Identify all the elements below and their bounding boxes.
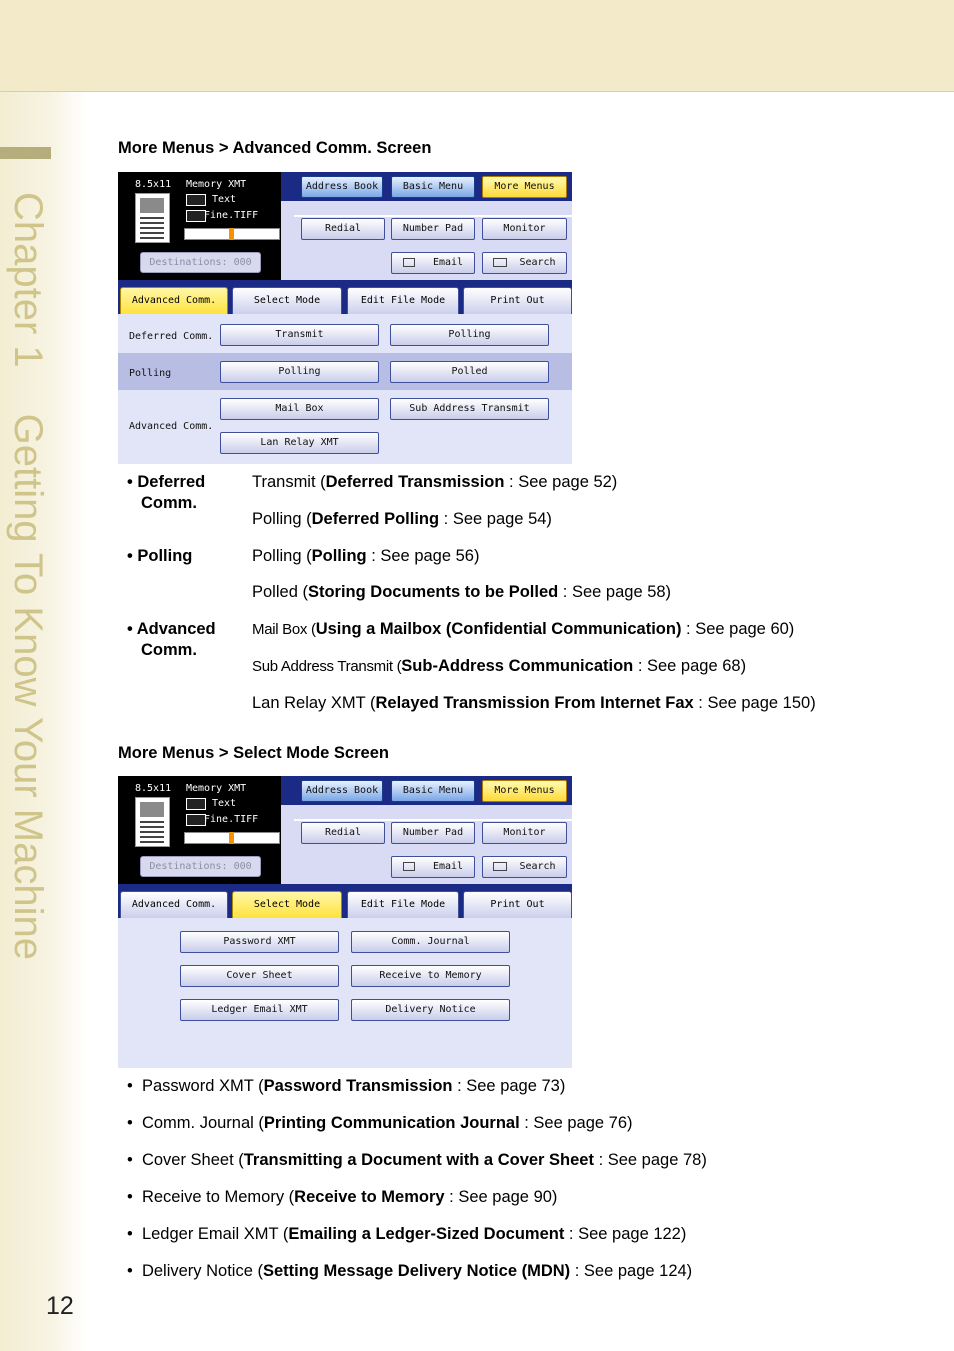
bullet-advanced-comm-line2: Comm. [141,641,197,659]
more-menus-button[interactable]: More Menus [482,176,567,198]
receive-to-memory-button[interactable]: Receive to Memory [351,965,510,987]
chapter-tab-marker [0,147,51,159]
address-card-icon [493,258,507,267]
desc-comm-journal: • Comm. Journal (Printing Communication Journal : See page 76) [127,1114,633,1132]
desc-polling: Polling (Polling : See page 56) [252,547,480,565]
email-button[interactable]: Email [391,252,475,274]
envelope-icon [403,862,415,871]
tab-select-mode[interactable]: Select Mode [232,891,342,918]
resolution-text: Fine.TIFF [204,210,259,221]
text-mode-icon [186,194,206,206]
select-mode-content [118,918,572,1068]
tab-edit-file-mode[interactable]: Edit File Mode [347,891,459,918]
contrast-slider[interactable] [184,228,280,240]
comm-journal-button[interactable]: Comm. Journal [351,931,510,953]
tab-select-mode[interactable]: Select Mode [232,287,342,314]
paper-size-text: 8.5x11 [135,179,172,190]
bullet-deferred-comm-line2: Comm. [141,494,197,512]
password-xmt-button[interactable]: Password XMT [180,931,339,953]
polling-button[interactable]: Polling [220,361,379,383]
address-card-icon [493,862,507,871]
more-menus-button[interactable]: More Menus [482,780,567,802]
desc-receive-to-memory: • Receive to Memory (Receive to Memory : See page 90) [127,1188,558,1206]
advanced-comm-content [118,314,572,464]
envelope-icon [403,258,415,267]
redial-button[interactable]: Redial [301,822,385,844]
basic-menu-button[interactable]: Basic Menu [391,176,475,198]
bullet-deferred-comm: • Deferred [127,473,206,491]
status-panel [118,172,281,280]
chapter-title: Chapter 1Getting To Know Your Machine [6,192,50,960]
advanced-comm-row-label: Advanced Comm. [129,421,214,432]
contrast-slider[interactable] [184,832,280,844]
polling-row-label: Polling [129,368,172,379]
sub-address-transmit-button[interactable]: Sub Address Transmit [390,398,549,420]
memory-xmt-text: Memory XMT [186,179,247,190]
search-button[interactable]: Search [482,856,567,878]
desc-cover-sheet: • Cover Sheet (Transmitting a Document with a Cover Sheet : See page 78) [127,1151,707,1169]
tab-edit-file-mode[interactable]: Edit File Mode [347,287,459,314]
paper-size-text: 8.5x11 [135,783,172,794]
original-type-text: Text [212,194,237,205]
address-book-button[interactable]: Address Book [301,176,383,198]
tab-print-out[interactable]: Print Out [463,287,572,314]
resolution-grid-icon [186,210,206,222]
section-heading-advanced-comm: More Menus > Advanced Comm. Screen [118,139,432,157]
page-number: 12 [46,1292,74,1320]
bullet-polling: • Polling [127,547,193,565]
tab-advanced-comm[interactable]: Advanced Comm. [120,287,228,314]
desc-mail-box: Mail Box (Using a Mailbox (Confidential Communication) : See page 60) [252,620,795,638]
monitor-button[interactable]: Monitor [482,218,567,240]
document-preview-icon [135,193,170,243]
original-type-text: Text [212,798,237,809]
tab-print-out[interactable]: Print Out [463,891,572,918]
advanced-comm-screen [118,172,572,464]
memory-xmt-text: Memory XMT [186,783,247,794]
document-preview-icon [135,797,170,847]
text-mode-icon [186,798,206,810]
polled-button[interactable]: Polled [390,361,549,383]
select-mode-screen [118,776,572,1068]
delivery-notice-button[interactable]: Delivery Notice [351,999,510,1021]
desc-transmit: Transmit (Deferred Transmission : See page 52) [252,473,618,491]
monitor-button[interactable]: Monitor [482,822,567,844]
number-pad-button[interactable]: Number Pad [391,822,475,844]
status-panel [118,776,281,884]
ledger-email-xmt-button[interactable]: Ledger Email XMT [180,999,339,1021]
section-heading-select-mode: More Menus > Select Mode Screen [118,744,389,762]
redial-button[interactable]: Redial [301,218,385,240]
bullet-advanced-comm: • Advanced [127,620,216,638]
search-button[interactable]: Search [482,252,567,274]
mail-box-button[interactable]: Mail Box [220,398,379,420]
deferred-polling-button[interactable]: Polling [390,324,549,346]
desc-sub-address: Sub Address Transmit (Sub-Address Communication : See page 68) [252,657,747,675]
desc-ledger-email: • Ledger Email XMT (Emailing a Ledger-Sized Document : See page 122) [127,1225,687,1243]
desc-polled: Polled (Storing Documents to be Polled : See page 58) [252,583,672,601]
tab-bar [118,280,572,314]
desc-deferred-polling: Polling (Deferred Polling : See page 54) [252,510,552,528]
lan-relay-xmt-button[interactable]: Lan Relay XMT [220,432,379,454]
tab-bar [118,884,572,918]
transmit-button[interactable]: Transmit [220,324,379,346]
desc-delivery-notice: • Delivery Notice (Setting Message Delivery Notice (MDN) : See page 124) [127,1262,693,1280]
tab-advanced-comm[interactable]: Advanced Comm. [120,891,228,918]
top-band [0,0,954,92]
resolution-grid-icon [186,814,206,826]
resolution-text: Fine.TIFF [204,814,259,825]
desc-lan-relay: Lan Relay XMT (Relayed Transmission From Internet Fax : See page 150) [252,694,816,712]
deferred-comm-row-label: Deferred Comm. [129,331,214,342]
address-book-button[interactable]: Address Book [301,780,383,802]
cover-sheet-button[interactable]: Cover Sheet [180,965,339,987]
basic-menu-button[interactable]: Basic Menu [391,780,475,802]
destinations-counter: Destinations: 000 [140,856,261,877]
email-button[interactable]: Email [391,856,475,878]
destinations-counter: Destinations: 000 [140,252,261,273]
number-pad-button[interactable]: Number Pad [391,218,475,240]
desc-password-xmt: • Password XMT (Password Transmission : See page 73) [127,1077,566,1095]
